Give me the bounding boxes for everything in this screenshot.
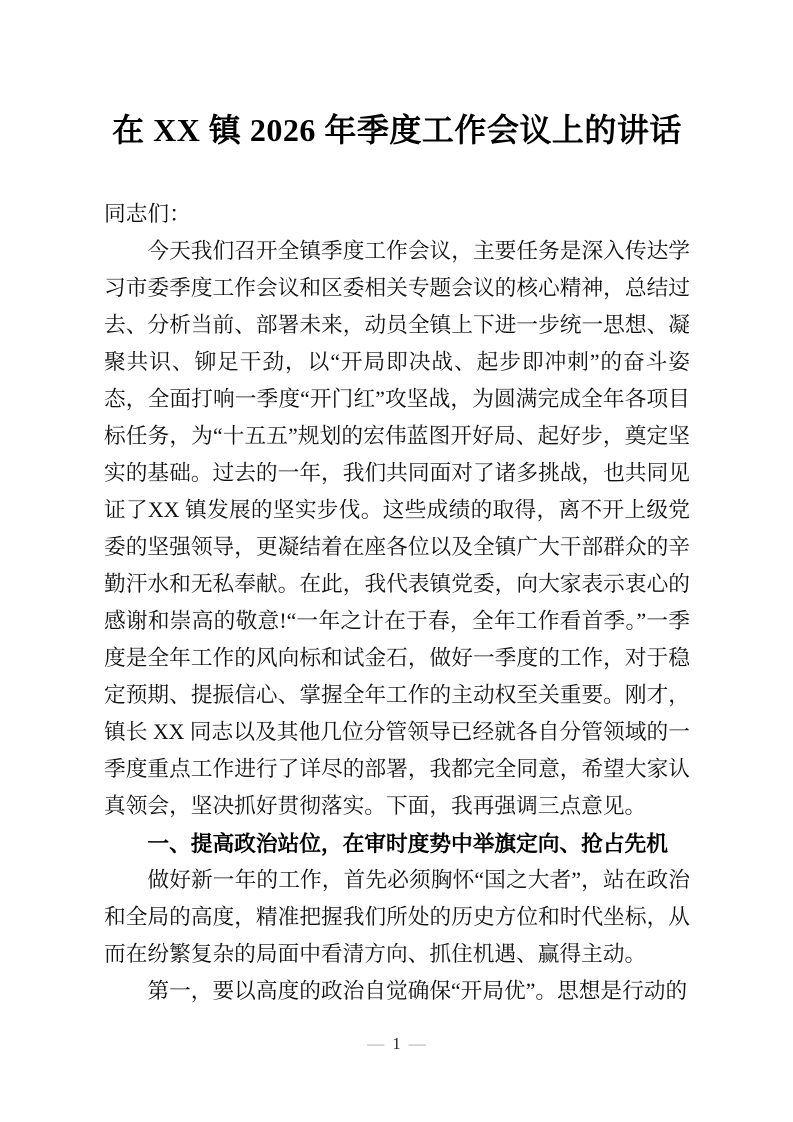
- paragraph-opening: 今天我们召开全镇季度工作会议，主要任务是深入传达学习市委季度工作会议和区委相关专题会议的核心精神，总结过去、分析当前、部署未来，动员全镇上下进一步统一思想、凝聚共识、铆足干劲，以“开局即决战、起步即冲刺”的奋斗姿态，全面打响一季度“开门红”攻坚战，为圆满完成全年各项目标任务，为“十五五”规划的宏伟蓝图开好局、起好步，奠定坚实的基础。过去的一年，我们共同面对了诸多挑战，也共同见证了XX 镇发展的坚实步伐。这些成绩的取得，离不开上级党委的坚强领导，更凝结着在座各位以及全镇广大干部群众的辛勤汗水和无私奉献。在此，我代表镇党委，向大家表示衷心的感谢和崇高的敬意!“一年之计在于春，全年工作看首季。”一季度是全年工作的风向标和试金石，做好一季度的工作，对于稳定预期、提振信心、掌握全年工作的主动权至关重要。刚才，镇长 XX 同志以及其他几位分管领导已经就各自分管领域的一季度重点工作进行了详尽的部署，我都完全同意，希望大家认真领会，坚决抓好贯彻落实。下面，我再强调三点意见。: [104, 239, 690, 818]
- page-number-left-dash: —: [367, 1034, 385, 1053]
- salutation: 同志们：: [104, 202, 191, 226]
- page-number: 1: [392, 1034, 401, 1053]
- document-body: [104, 196, 690, 1010]
- paragraph-section1-intro: 做好新一年的工作，首先必须胸怀“国之大者”，站在政治和全局的高度，精准把握我们所处的历史方位和时代坐标，从而在纷繁复杂的局面中看清方向、抓住机遇、赢得主动。: [104, 868, 690, 966]
- document-content: [104, 0, 690, 1010]
- section-heading-1: 一、提高政治站位，在审时度势中举旗定向、抢占先机: [147, 831, 668, 856]
- document-title: 在 XX 镇 2026 年季度工作会议上的讲话: [112, 112, 682, 148]
- paragraph-first-point-truncated: 第一，要以高度的政治自觉确保“开局优”。思想是行动的: [147, 979, 688, 1003]
- page-footer: [0, 1032, 793, 1056]
- page-number-right-dash: —: [408, 1034, 426, 1053]
